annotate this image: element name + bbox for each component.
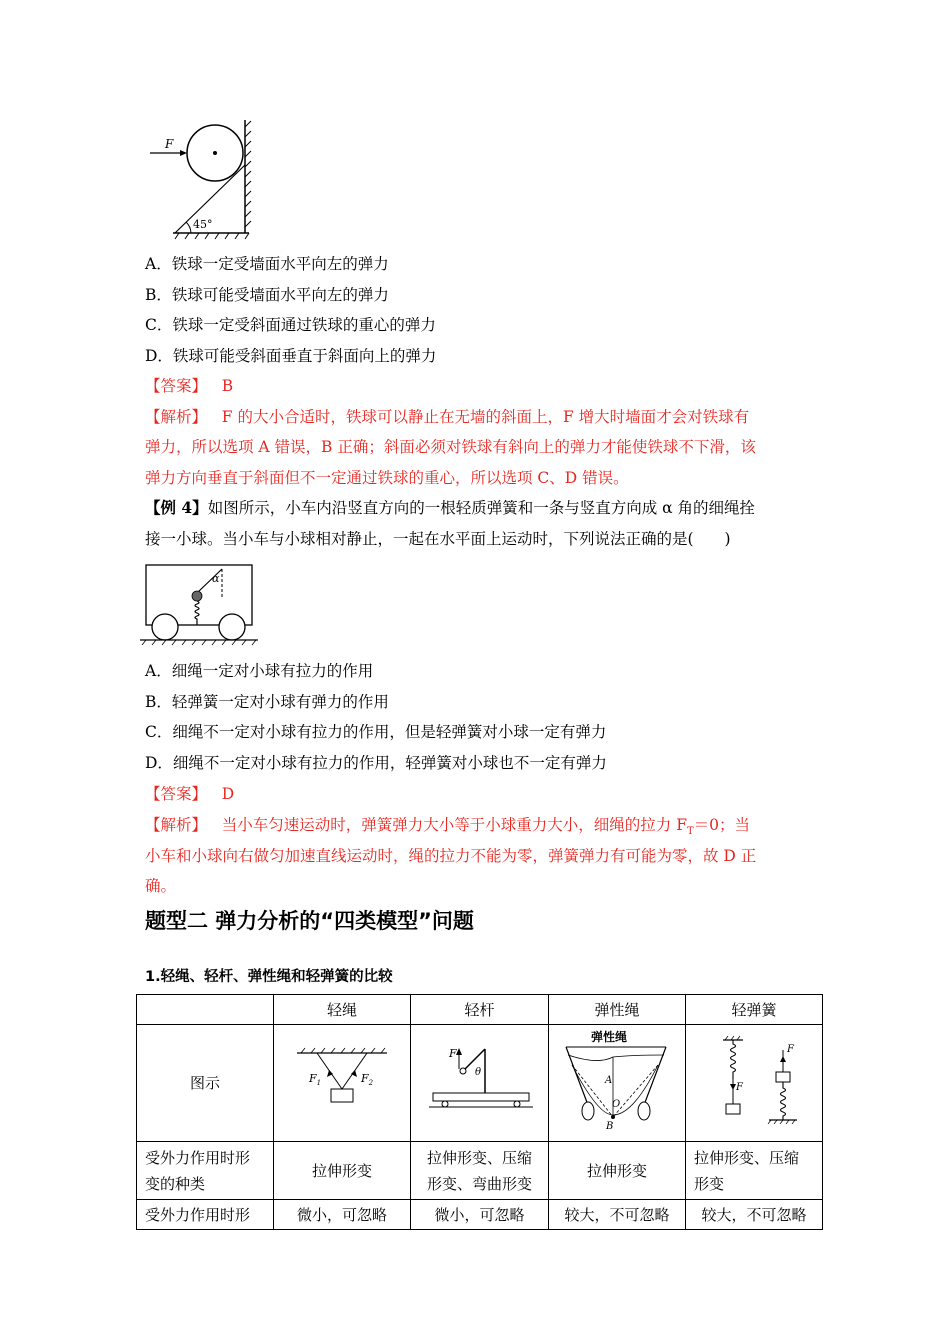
cart-figure xyxy=(140,563,260,648)
row-label-line: 受外力作用时形 xyxy=(145,1148,251,1167)
elastic-o-label: O xyxy=(612,1099,621,1110)
cell-text: 形变 xyxy=(694,1174,725,1193)
ex4-analysis-line-3: 确。 xyxy=(145,877,177,895)
answer-value: D xyxy=(221,785,235,803)
alpha-label: α xyxy=(212,572,220,585)
cell-text: 拉伸形变、压缩 xyxy=(426,1148,532,1167)
q3-option-b: B．铁球可能受墙面水平向左的弹力 xyxy=(145,286,389,304)
rope-figure-cell xyxy=(274,1025,411,1142)
header-cell: 弹性绳 xyxy=(549,995,686,1025)
table-cell xyxy=(686,1142,823,1200)
ex4-option-d: D．细绳不一定对小球有拉力的作用，轻弹簧对小球也不一定有弹力 xyxy=(145,754,607,772)
answer-value: B xyxy=(221,377,234,395)
analysis-text: 当小车匀速运动时，弹簧弹力大小等于小球重力大小，细绳的拉力 F xyxy=(221,816,687,834)
ex4-answer xyxy=(145,784,234,804)
svg-text:F2 xyxy=(360,1072,374,1087)
ex4-label: 【例 4】 xyxy=(145,498,208,517)
cell-text: 形变、弯曲形变 xyxy=(426,1174,532,1193)
header-cell xyxy=(137,995,274,1025)
analysis-label: 【解析】 xyxy=(145,408,208,426)
rope-f2-sub: 2 xyxy=(368,1079,374,1087)
rope-f1-label: F xyxy=(309,1072,317,1085)
force-label: F xyxy=(165,137,174,151)
comparison-table xyxy=(136,994,823,1230)
elastic-rope-figure xyxy=(558,1025,676,1133)
q3-answer xyxy=(145,376,233,396)
ex4-stem-text: 如图所示，小车内沿竖直方向的一根轻质弹簧和一条与竖直方向成 α 角的细绳拴 xyxy=(207,499,756,517)
row-label: 图示 xyxy=(137,1025,274,1142)
answer-label: 【答案】 xyxy=(145,785,208,803)
header-cell: 轻绳 xyxy=(274,995,411,1025)
rod-f-label: F xyxy=(448,1047,457,1060)
row-label-line: 变的种类 xyxy=(145,1174,206,1193)
q3-option-c: C．铁球一定受斜面通过铁球的重心的弹力 xyxy=(145,316,436,334)
analysis-label: 【解析】 xyxy=(145,816,208,834)
header-cell: 轻杆 xyxy=(411,995,549,1025)
rope-f1-sub: 1 xyxy=(316,1079,322,1087)
ex4-analysis-line-1 xyxy=(145,815,750,842)
rod-figure-cell xyxy=(411,1025,549,1142)
analysis-tail: ＝0；当 xyxy=(693,816,751,834)
header-cell: 轻弹簧 xyxy=(686,995,823,1025)
analysis-text: F 的大小合适时，铁球可以静止在无墙的斜面上，F 增大时墙面才会对铁球有 xyxy=(221,408,750,426)
table-cell: 微小，可忽略 xyxy=(411,1200,549,1230)
rod-theta-label: θ xyxy=(474,1067,481,1078)
section-title: 题型二 弹力分析的“四类模型”问题 xyxy=(145,909,474,933)
svg-text:F1 xyxy=(308,1072,321,1087)
ball-incline-figure xyxy=(145,115,255,240)
spring-f2-label: F xyxy=(787,1044,794,1055)
angle-label: 45° xyxy=(193,218,213,231)
ex4-option-b: B．轻弹簧一定对小球有弹力的作用 xyxy=(145,693,389,711)
elastic-title: 弹性绳 xyxy=(591,1030,628,1044)
cell-text: 拉伸形变 xyxy=(311,1161,372,1180)
q3-analysis-line-3: 弹力方向垂直于斜面但不一定通过铁球的重心，所以选项 C、D 错误。 xyxy=(145,469,629,487)
table-row-deformation-size xyxy=(137,1200,823,1230)
row-label: 受外力作用时形 xyxy=(137,1200,274,1230)
ex4-analysis-line-2: 小车和小球向右做匀加速直线运动时，绳的拉力不能为零，弹簧弹力有可能为零，故 D 正 xyxy=(145,847,757,865)
q3-analysis-line-2: 弹力，所以选项 A 错误，B 正确；斜面必须对铁球有斜向上的弹力才能使铁球不下滑，该 xyxy=(145,438,756,456)
rod-figure xyxy=(425,1039,535,1119)
subsection-title: 1.轻绳、轻杆、弹性绳和轻弹簧的比较 xyxy=(145,969,393,985)
table-cell: 微小，可忽略 xyxy=(274,1200,411,1230)
spring-f1-label: F xyxy=(736,1082,743,1093)
table-cell xyxy=(411,1142,549,1200)
table-row-deformation-type xyxy=(137,1142,823,1200)
cell-text: 拉伸形变、压缩 xyxy=(694,1148,800,1167)
elastic-a-label: A xyxy=(605,1075,613,1086)
table-cell xyxy=(274,1142,411,1200)
elastic-b-label: B xyxy=(606,1121,614,1132)
table-cell xyxy=(549,1142,686,1200)
row-label xyxy=(137,1142,274,1200)
q3-analysis-line-1 xyxy=(145,407,749,427)
q3-option-a: A．铁球一定受墙面水平向左的弹力 xyxy=(145,255,389,273)
table-row-figures xyxy=(137,1025,823,1142)
ex4-option-a: A．细绳一定对小球有拉力的作用 xyxy=(145,662,374,680)
q3-option-d: D．铁球可能受斜面垂直于斜面向上的弹力 xyxy=(145,347,437,365)
table-cell: 较大，不可忽略 xyxy=(549,1200,686,1230)
rope-figure xyxy=(287,1039,397,1119)
ex4-option-c: C．细绳不一定对小球有拉力的作用，但是轻弹簧对小球一定有弹力 xyxy=(145,723,607,741)
table-cell: 较大，不可忽略 xyxy=(686,1200,823,1230)
spring-figure xyxy=(699,1034,809,1124)
table-header-row xyxy=(137,995,823,1025)
cell-text: 拉伸形变 xyxy=(586,1161,647,1180)
elastic-rope-figure-cell xyxy=(549,1025,686,1142)
ex4-stem-line-2: 接一小球。当小车与小球相对静止，一起在水平面上运动时，下列说法正确的是( ) xyxy=(145,530,731,548)
ex4-stem-line-1 xyxy=(145,498,755,518)
analysis-subscript: T xyxy=(686,826,694,838)
spring-figure-cell xyxy=(686,1025,823,1142)
rope-f2-label: F xyxy=(361,1072,369,1085)
answer-label: 【答案】 xyxy=(145,377,208,395)
